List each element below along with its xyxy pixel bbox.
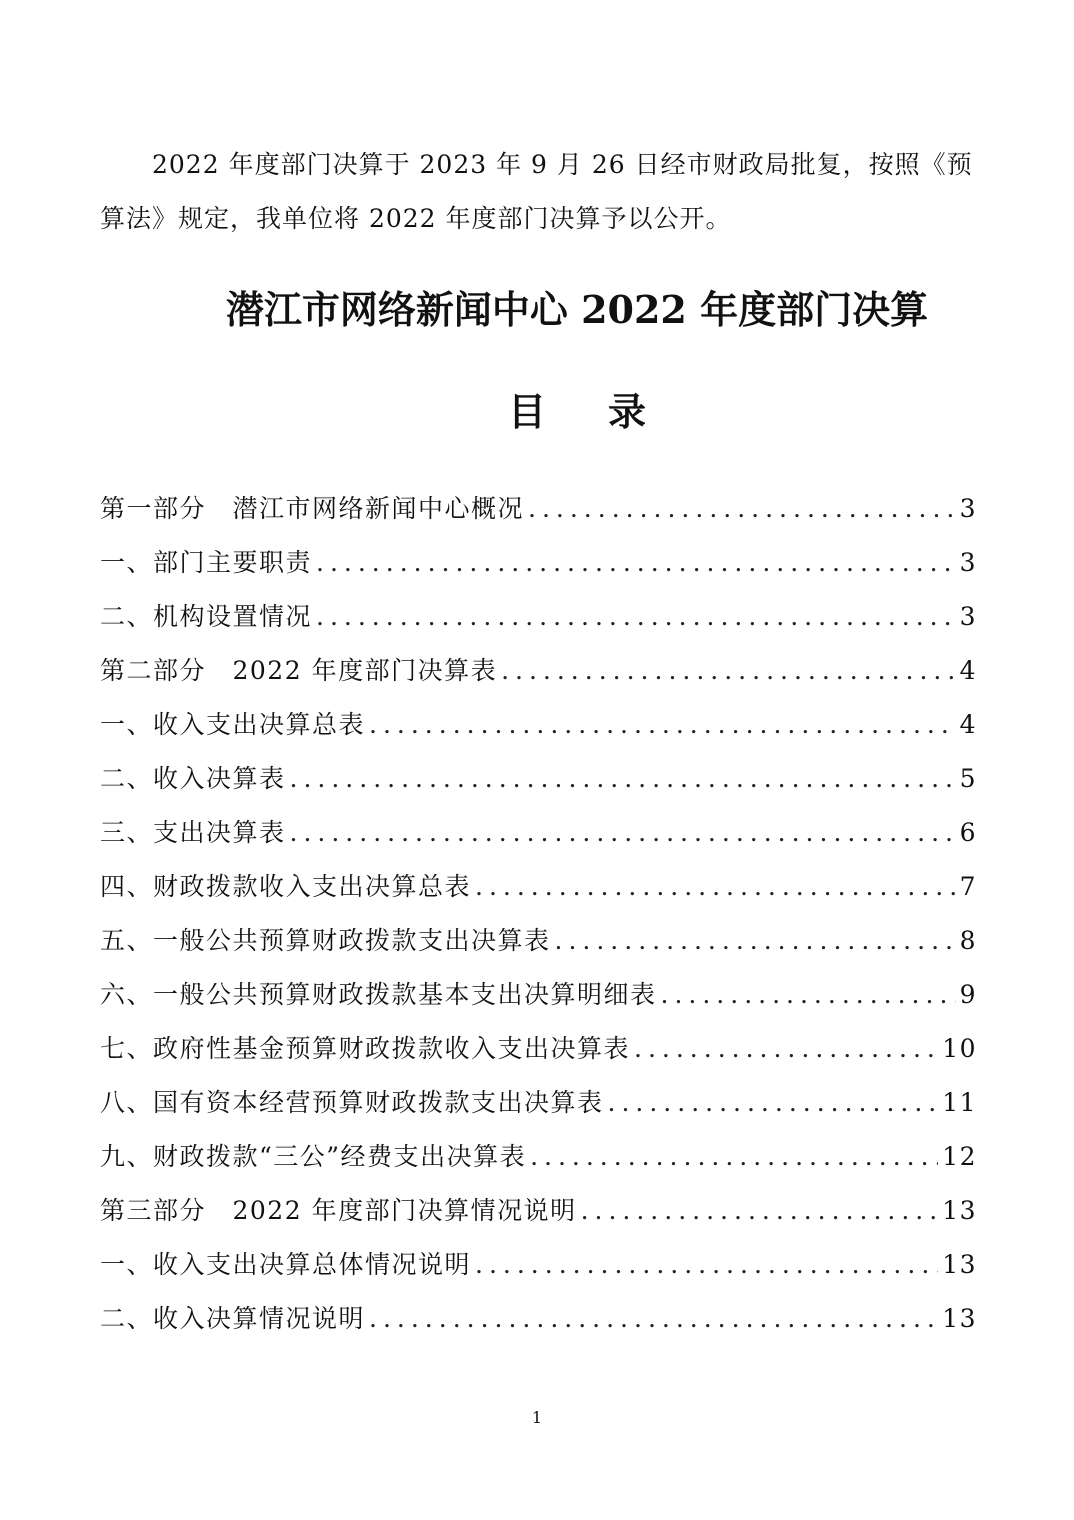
toc-entry-label: 二、收入决算表 <box>100 764 286 793</box>
toc-entry[interactable] <box>100 644 977 698</box>
toc-dot-leader <box>369 1292 938 1346</box>
document-title: 潜江市网络新闻中心 2022 年度部门决算 <box>225 287 929 332</box>
toc-entry-page: 7 <box>959 872 977 901</box>
toc-entry-label: 九、财政拨款“三公”经费支出决算表 <box>100 1142 527 1171</box>
toc-entry[interactable] <box>100 1292 977 1346</box>
toc-dot-leader <box>475 1238 938 1292</box>
toc-dot-leader <box>555 914 956 968</box>
toc-entry-label: 第三部分 2022 年度部门决算情况说明 <box>100 1196 577 1225</box>
toc-dot-leader <box>316 536 956 590</box>
table-of-contents <box>100 482 977 1346</box>
toc-entry-label: 第二部分 2022 年度部门决算表 <box>100 656 498 685</box>
intro-paragraph: 2022 年度部门决算于 2023 年 9 月 26 日经市财政局批复，按照《预算法》规定，我单位将 2022 年度部门决算予以公开。 <box>100 150 973 233</box>
toc-entry-page: 4 <box>959 710 977 739</box>
toc-dot-leader <box>530 1130 938 1184</box>
toc-entry-page: 4 <box>959 656 977 685</box>
toc-heading: 目录 <box>507 389 708 434</box>
toc-entry-label: 第一部分 潜江市网络新闻中心概况 <box>100 494 525 523</box>
toc-entry-label: 二、收入决算情况说明 <box>100 1304 366 1333</box>
toc-entry[interactable] <box>100 1238 977 1292</box>
toc-entry-page: 13 <box>942 1196 977 1225</box>
toc-entry-label: 二、机构设置情况 <box>100 602 313 631</box>
page-number: 1 <box>531 1408 543 1427</box>
toc-entry-page: 3 <box>959 548 977 577</box>
toc-entry-page: 3 <box>959 494 977 523</box>
toc-entry[interactable] <box>100 1022 977 1076</box>
toc-dot-leader <box>475 860 956 914</box>
toc-entry[interactable] <box>100 806 977 860</box>
toc-entry[interactable] <box>100 914 977 968</box>
toc-dot-leader <box>634 1022 938 1076</box>
toc-entry-label: 一、收入支出决算总表 <box>100 710 366 739</box>
toc-dot-leader <box>501 644 956 698</box>
toc-entry-page: 3 <box>959 602 977 631</box>
toc-entry-page: 13 <box>942 1304 977 1333</box>
toc-entry-page: 12 <box>942 1142 977 1171</box>
toc-dot-leader <box>316 590 956 644</box>
toc-entry-label: 一、收入支出决算总体情况说明 <box>100 1250 472 1279</box>
toc-entry[interactable] <box>100 1130 977 1184</box>
toc-entry-label: 六、一般公共预算财政拨款基本支出决算明细表 <box>100 980 657 1009</box>
toc-entry-label: 三、支出决算表 <box>100 818 286 847</box>
toc-entry[interactable] <box>100 482 977 536</box>
toc-entry-page: 6 <box>959 818 977 847</box>
toc-entry-page: 8 <box>959 926 977 955</box>
toc-dot-leader <box>290 752 956 806</box>
toc-dot-leader <box>369 698 956 752</box>
toc-dot-leader <box>608 1076 939 1130</box>
toc-entry[interactable] <box>100 752 977 806</box>
toc-entry[interactable] <box>100 590 977 644</box>
toc-entry-label: 五、一般公共预算财政拨款支出决算表 <box>100 926 551 955</box>
toc-entry-label: 八、国有资本经营预算财政拨款支出决算表 <box>100 1088 604 1117</box>
toc-entry-page: 5 <box>959 764 977 793</box>
toc-dot-leader <box>661 968 956 1022</box>
toc-dot-leader <box>581 1184 939 1238</box>
toc-dot-leader <box>528 482 956 536</box>
toc-dot-leader <box>290 806 956 860</box>
toc-entry-page: 9 <box>959 980 977 1009</box>
toc-entry-label: 四、财政拨款收入支出决算总表 <box>100 872 472 901</box>
toc-entry[interactable] <box>100 860 977 914</box>
toc-entry[interactable] <box>100 968 977 1022</box>
toc-entry[interactable] <box>100 536 977 590</box>
toc-entry[interactable] <box>100 698 977 752</box>
toc-entry[interactable] <box>100 1076 977 1130</box>
toc-entry-label: 七、政府性基金预算财政拨款收入支出决算表 <box>100 1034 631 1063</box>
toc-entry[interactable] <box>100 1184 977 1238</box>
toc-entry-page: 13 <box>942 1250 977 1279</box>
toc-entry-page: 11 <box>942 1088 977 1117</box>
toc-entry-label: 一、部门主要职责 <box>100 548 313 577</box>
toc-entry-page: 10 <box>942 1034 977 1063</box>
